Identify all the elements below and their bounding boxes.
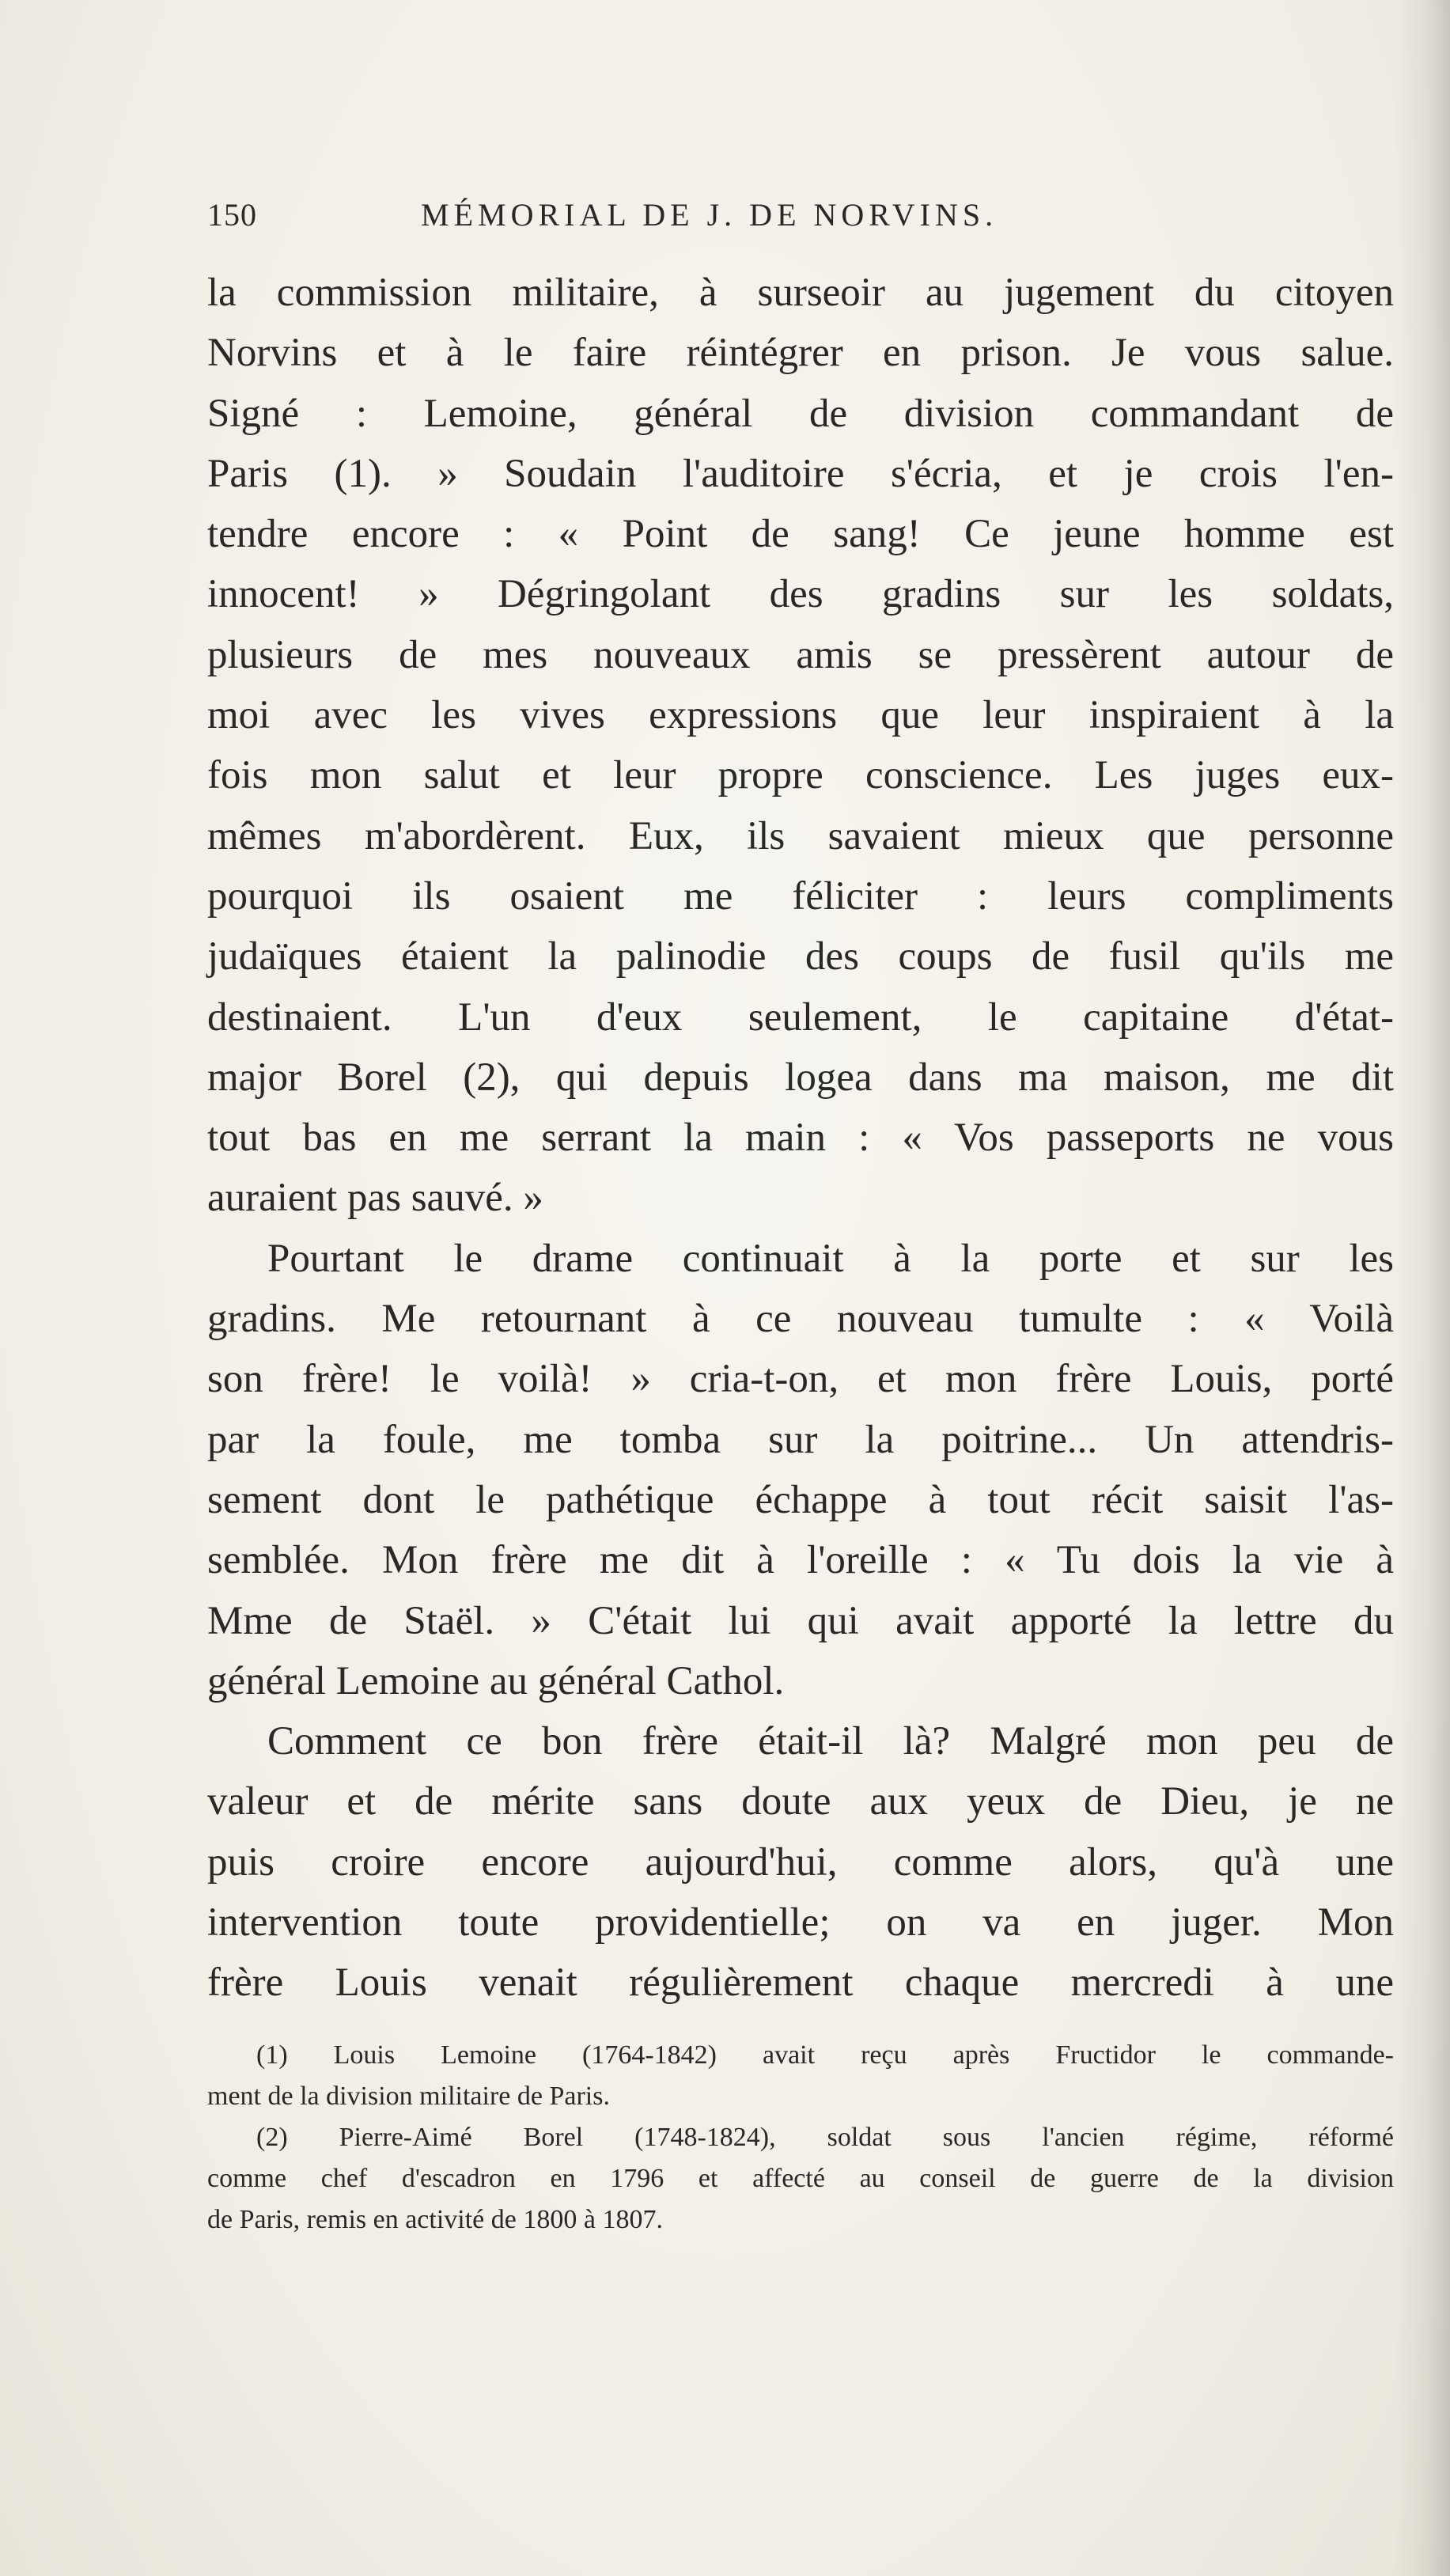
text-line: plusieurs de mes nouveaux amis se pressèrent autour de (207, 632, 1394, 677)
text-line: mêmes m'abordèrent. Eux, ils savaient mieux que personne (207, 813, 1394, 858)
footnote-line: de Paris, remis en activité de 1800 à 1807. (207, 2205, 663, 2234)
text-line: Paris (1). » Soudain l'auditoire s'écria, et je crois l'en- (207, 451, 1394, 496)
text-line: intervention toute providentielle; on va en juger. Mon (207, 1900, 1394, 1945)
text-line: puis croire encore aujourd'hui, comme alors, qu'à une (207, 1839, 1394, 1885)
text-line: tout bas en me serrant la main : « Vos passeports ne vous (207, 1116, 1394, 1161)
text-line: innocent! » Dégringolant des gradins sur les soldats, (207, 572, 1394, 617)
page-number: 150 (207, 197, 257, 233)
text-line: gradins. Me retournant à ce nouveau tumulte : « Voilà (207, 1297, 1394, 1342)
text-line: Pourtant le drame continuait à la porte et sur les (267, 1236, 1394, 1281)
text-line: Norvins et à le faire réintégrer en prison. Je vous salue. (207, 331, 1394, 376)
body-text (207, 263, 1394, 2013)
text-line: tendre encore : « Point de sang! Ce jeune homme est (207, 512, 1394, 557)
footnote-line: comme chef d'escadron en 1796 et affecté au conseil de guerre de la division (207, 2164, 1394, 2193)
footnote-line: (2) Pierre-Aimé Borel (1748-1824), soldat sous l'ancien régime, réformé (256, 2123, 1394, 2152)
footnote-line: ment de la division militaire de Paris. (207, 2082, 610, 2111)
text-line: par la foule, me tomba sur la poitrine... Un attendris- (207, 1417, 1394, 1462)
text-line: auraient pas sauvé. » (207, 1176, 543, 1221)
page-edge-shadow (1395, 0, 1450, 2576)
text-line: major Borel (2), qui depuis logea dans ma maison, me dit (207, 1055, 1394, 1100)
text-line: pourquoi ils osaient me féliciter : leurs compliments (207, 873, 1394, 919)
running-head: MÉMORIAL DE J. DE NORVINS. (421, 197, 998, 233)
text-line: moi avec les vives expressions que leur inspiraient à la (207, 693, 1394, 738)
text-line: frère Louis venait régulièrement chaque mercredi à une (207, 1960, 1394, 2006)
text-line: semblée. Mon frère me dit à l'oreille : « Tu dois la vie à (207, 1538, 1394, 1583)
text-line: valeur et de mérite sans doute aux yeux de Dieu, je ne (207, 1779, 1394, 1824)
text-line: fois mon salut et leur propre conscience. Les juges eux- (207, 753, 1394, 798)
text-line: général Lemoine au général Cathol. (207, 1658, 785, 1703)
text-line: Signé : Lemoine, général de division commandant de (207, 391, 1394, 436)
text-line: sement dont le pathétique échappe à tout récit saisit l'as- (207, 1477, 1394, 1522)
text-line: Mme de Staël. » C'était lui qui avait apporté la lettre du (207, 1598, 1394, 1643)
text-line: destinaient. L'un d'eux seulement, le capitaine d'état- (207, 994, 1394, 1040)
page-header (207, 196, 1394, 252)
text-line: son frère! le voilà! » cria-t-on, et mon frère Louis, porté (207, 1357, 1394, 1402)
text-line: judaïques étaient la palinodie des coups de fusil qu'ils me (207, 934, 1394, 979)
text-line: Comment ce bon frère était-il là? Malgré mon peu de (267, 1719, 1394, 1764)
text-line: la commission militaire, à surseoir au jugement du citoyen (207, 271, 1394, 315)
footnote-line: (1) Louis Lemoine (1764-1842) avait reçu après Fructidor le commande- (256, 2040, 1394, 2070)
footnotes (207, 2035, 1394, 2241)
